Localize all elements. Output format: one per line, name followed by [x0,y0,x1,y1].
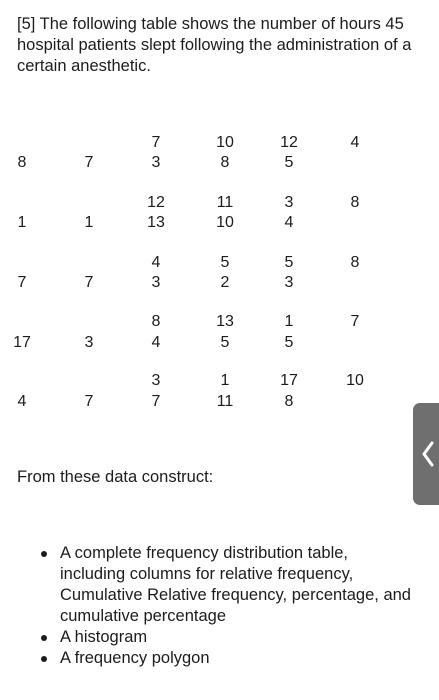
table-cell: 11 [216,194,234,211]
table-cell: 13 [216,313,234,330]
table-cell: 8 [350,194,360,211]
table-cell: 5 [284,254,294,271]
table-cell: 3 [151,274,161,291]
table-cell: 3 [151,372,161,389]
table-cell: 8 [151,313,161,330]
table-cell: 10 [216,214,234,231]
instructions-intro: From these data construct: [17,468,214,486]
list-item-text: A frequency polygon [60,649,210,667]
table-cell: 12 [147,194,165,211]
list-item [17,648,412,669]
table-cell: 10 [216,134,234,151]
table-cell: 2 [220,274,230,291]
question-text: [5] The following table shows the number of hours 45 hospital patients slept following the administration of a certain anesthetic. [17,15,412,75]
table-cell: 17 [280,372,298,389]
table-cell: 7 [84,274,94,291]
table-cell: 4 [350,134,360,151]
table-cell: 7 [350,313,360,330]
table-cell: 3 [151,154,161,171]
table-cell: 5 [284,334,294,351]
table-cell: 8 [350,254,360,271]
table-cell: 8 [284,393,294,410]
table-cell: 1 [17,214,27,231]
bullet-icon [41,551,47,557]
list-item [17,543,412,627]
table-cell: 7 [151,134,161,151]
table-cell: 1 [220,372,230,389]
bullet-icon [41,635,47,641]
table-cell: 8 [17,154,27,171]
table-cell: 4 [151,254,161,271]
table-cell: 11 [216,393,234,410]
table-cell: 1 [84,214,94,231]
table-cell: 7 [151,393,161,410]
table-cell: 7 [17,274,27,291]
table-cell: 12 [280,134,298,151]
table-cell: 5 [284,154,294,171]
table-cell: 7 [84,393,94,410]
table-cell: 4 [151,334,161,351]
list-item-text: A histogram [60,628,148,646]
table-cell: 10 [346,372,364,389]
table-cell: 17 [13,334,31,351]
side-panel-tab[interactable] [413,403,439,505]
list-item-text: A complete frequency distribution table, including columns for relative frequency, Cumulative Relative frequency, percentage, and cumulative percentage [60,544,411,625]
table-cell: 4 [284,214,294,231]
table-cell: 4 [17,393,27,410]
chevron-left-icon [421,441,435,467]
task-list [17,543,412,669]
table-cell: 8 [220,154,230,171]
table-cell: 3 [284,274,294,291]
table-cell: 3 [284,194,294,211]
table-cell: 13 [147,214,165,231]
table-cell: 3 [84,334,94,351]
table-cell: 5 [220,254,230,271]
bullet-icon [41,656,47,662]
table-cell: 5 [220,334,230,351]
table-cell: 7 [84,154,94,171]
table-cell: 1 [284,313,294,330]
list-item [17,627,412,648]
